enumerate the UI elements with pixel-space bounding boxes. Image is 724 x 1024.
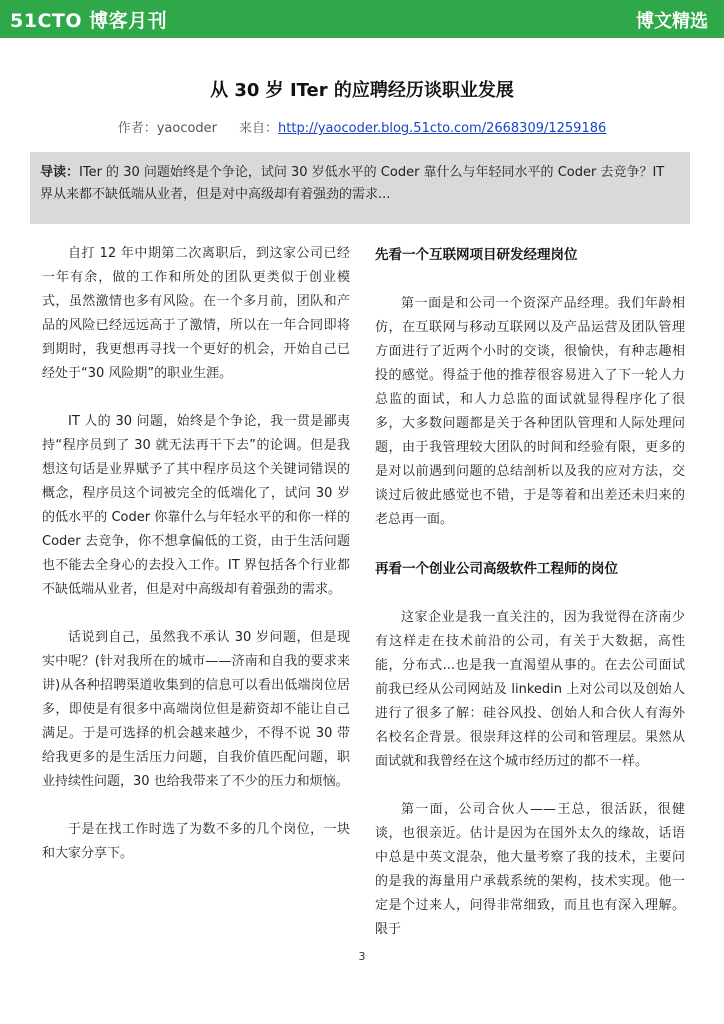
source-label: 来自： <box>239 121 279 136</box>
article-title: 从 30 岁 ITer 的应聘经历谈职业发展 <box>210 80 514 101</box>
lead-summary <box>30 152 690 224</box>
left-column <box>42 242 350 866</box>
author-label: 作者：yaocoder <box>117 121 218 136</box>
paragraph: 于是在找工作时选了为数不多的几个岗位，一块和大家分享下。 <box>42 822 350 861</box>
lead-text: ITer 的 30 问题始终是个争论，试问 30 岁低水平的 Coder 靠什么与年轻同水平的 Coder 去竞争？IT 界从来都不缺低端从业者，但是对中高级却有着强劲的需求... <box>40 165 665 202</box>
header-bar <box>0 0 724 38</box>
section-label: 博文精选 <box>636 11 708 32</box>
section-heading: 再看一个创业公司高级软件工程师的岗位 <box>375 561 618 577</box>
page-number: 3 <box>358 950 366 963</box>
source-link[interactable]: http://yaocoder.blog.51cto.com/2668309/1259186 <box>278 121 607 136</box>
right-column <box>375 242 685 942</box>
lead-label: 导读： <box>40 165 80 180</box>
paragraph: 第一面，公司合伙人——王总，很活跃，很健谈，也很亲近。估计是因为在国外太久的缘故，话语中总是中英文混杂，他大量考察了我的技术，主要问的是我的海量用户承载系统的架构，技术实现。他一定是个过来人，问得非常细致，而且也有深入理解。限于 <box>375 802 685 937</box>
section-heading: 先看一个互联网项目研发经理岗位 <box>375 247 578 263</box>
magazine-brand: 51CTO 博客月刊 <box>10 10 168 32</box>
paragraph: IT 人的 30 问题，始终是个争论，我一贯是鄙夷持“程序员到了 30 就无法再干下去”的论调。但是我想这句话是业界赋予了其中程序员这个关键词错误的概念，程序员这个词被完全的低端化了，试问 30 岁的低水平的 Coder 你靠什么与年轻水平的和你一样的 Coder 去竞争，你不想拿偏低的工资，由于生活问题也不能去全身心的去投入工作。IT 界包括各个行业都不缺低端从业者，但是对中高级却有着强劲的需求。 <box>42 414 350 597</box>
paragraph: 第一面是和公司一个资深产品经理。我们年龄相仿，在互联网与移动互联网以及产品运营及团队管理方面进行了近两个小时的交谈，很愉快，有种志趣相投的感觉。得益于他的推荐很容易进入了下一轮人力总监的面试，和人力总监的面试就显得程序化了很多，大多数问题都是关于各种团队管理和人际处理问题，由于我管理较大团队的时间和经验有限，更多的是对以前遇到问题的总结剖析以及我的应对方法，交谈过后彼此感觉也不错，于是等着和出差还未归来的老总再一面。 <box>375 296 685 527</box>
paragraph: 自打 12 年中期第二次离职后，到这家公司已经一年有余，做的工作和所处的团队更类似于创业模式，虽然激情也多有风险。在一个多月前，团队和产品的风险已经远远高于了激情，所以在一年合同即将到期时，我更想再寻找一个更好的机会，开始自己已经处于“30 风险期”的职业生涯。 <box>42 246 350 381</box>
paragraph: 话说到自己，虽然我不承认 30 岁问题，但是现实中呢？(针对我所在的城市——济南和自我的要求来讲)从各种招聘渠道收集到的信息可以看出低端岗位居多，即使是有很多中高端岗位但是薪资却不能让自己满足。于是可选择的机会越来越少，不得不说 30 带给我更多的是生活压力问题，自我价值匹配问题，职业持续性问题，30 也给我带来了不少的压力和烦恼。 <box>42 630 350 789</box>
article-meta <box>0 117 724 136</box>
paragraph: 这家企业是我一直关注的，因为我觉得在济南少有这样走在技术前沿的公司，有关于大数据，高性能，分布式...也是我一直渴望从事的。在去公司面试前我已经从公司网站及 linkedin 上对公司以及创始人进行了很多了解：硅谷风投、创始人和合伙人有海外名校名企背景。很崇拜这样的公司和管理层。果然从面试就和我曾经在这个城市经历过的都不一样。 <box>375 610 685 769</box>
